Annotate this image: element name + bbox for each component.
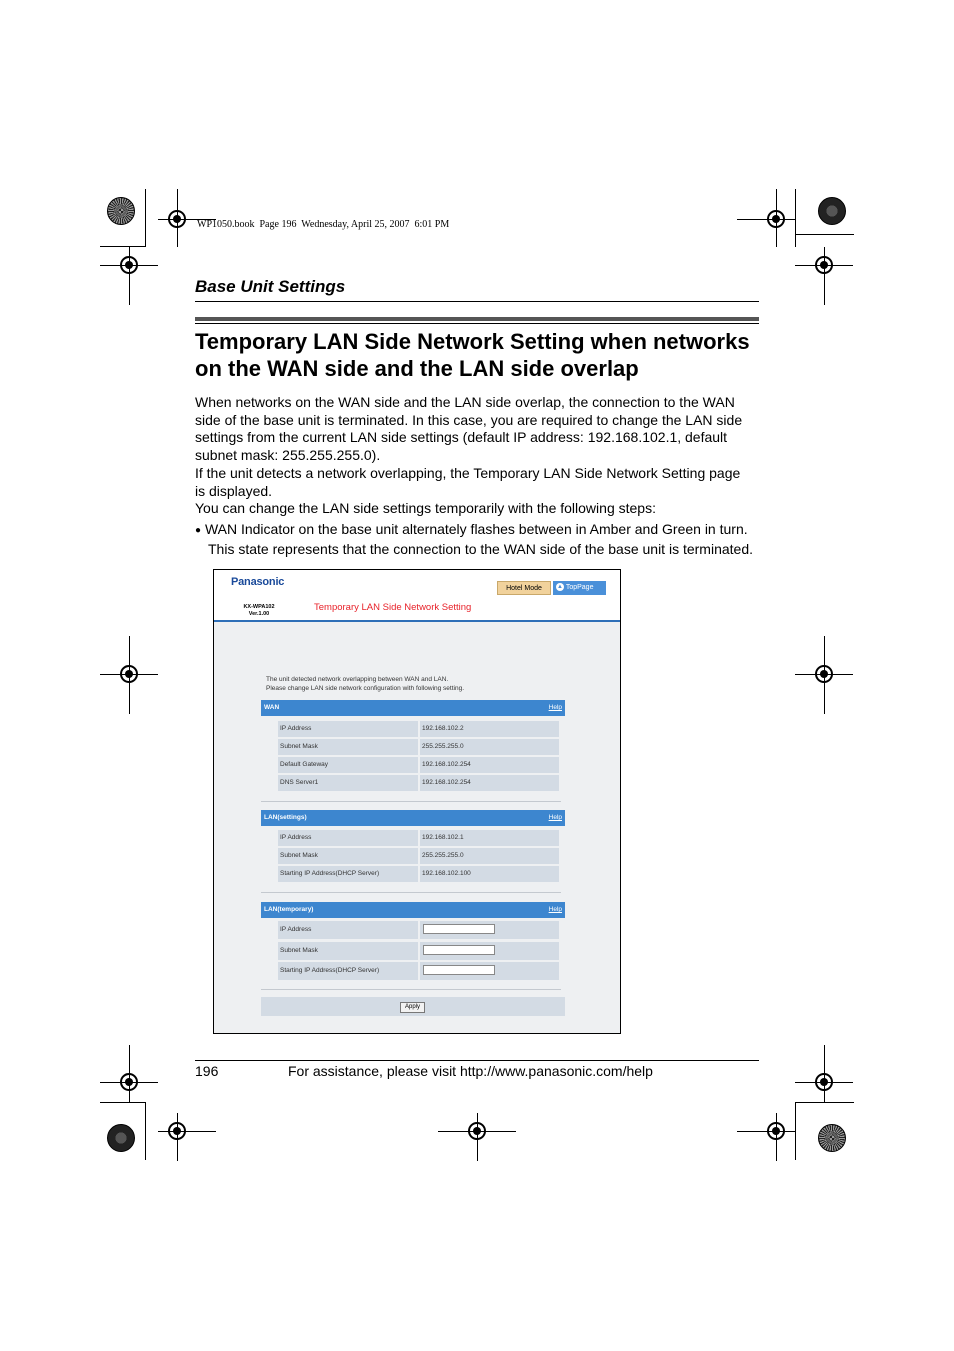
section-divider xyxy=(261,989,561,990)
settings-screenshot xyxy=(213,569,621,1034)
lan-settings-section-header xyxy=(261,810,565,826)
field-label: IP Address xyxy=(278,921,418,939)
crosshair-target-icon xyxy=(767,210,785,228)
page-title xyxy=(195,328,765,382)
help-link[interactable]: Help xyxy=(548,704,562,711)
crosshair-target-icon xyxy=(815,256,833,274)
model-number: KX-WPA102 xyxy=(243,604,275,610)
field-label: Default Gateway xyxy=(278,757,418,773)
field-cell xyxy=(420,942,559,960)
crosshair-target-icon xyxy=(815,665,833,683)
crop-line xyxy=(158,1131,216,1132)
bullet-item xyxy=(195,521,770,558)
crosshair-target-icon xyxy=(815,1073,833,1091)
crop-line xyxy=(795,1102,796,1160)
crop-line xyxy=(795,234,854,235)
apply-bar xyxy=(261,997,565,1016)
table-row xyxy=(278,830,559,846)
field-value: 192.168.102.100 xyxy=(420,866,559,882)
content-area xyxy=(214,622,620,1033)
header-rule xyxy=(195,301,759,302)
field-label: Starting IP Address(DHCP Server) xyxy=(278,866,418,882)
registration-rosette-icon xyxy=(818,197,846,225)
body-paragraphs xyxy=(195,394,765,518)
print-slug: WP1050.book Page 196 Wednesday, April 25, 2007 6:01 PM xyxy=(197,219,450,230)
body-line: is displayed. xyxy=(195,482,273,499)
table-row xyxy=(278,739,559,755)
title-rule-thin xyxy=(195,323,759,324)
screen-title: Temporary LAN Side Network Setting xyxy=(314,602,472,613)
field-label: Subnet Mask xyxy=(278,848,418,864)
body-line: subnet mask: 255.255.255.0). xyxy=(195,447,381,464)
body-line: settings from the current LAN side settings (default IP address: 192.168.102.1, default xyxy=(195,429,728,446)
crop-line xyxy=(145,1102,146,1160)
temp-subnet-mask-input[interactable] xyxy=(423,945,495,955)
crosshair-target-icon xyxy=(767,1122,785,1140)
field-label: IP Address xyxy=(278,830,418,846)
crosshair-target-icon xyxy=(468,1122,486,1140)
crop-line xyxy=(795,189,796,247)
apply-button[interactable]: Apply xyxy=(400,1002,425,1013)
crosshair-target-icon xyxy=(168,210,186,228)
lan-temporary-section-header xyxy=(261,902,565,918)
table-row xyxy=(278,866,559,882)
title-line: Temporary LAN Side Network Setting when networks xyxy=(195,329,750,354)
field-value: 255.255.255.0 xyxy=(420,739,559,755)
field-value: 192.168.102.1 xyxy=(420,830,559,846)
body-line: When networks on the WAN side and the LAN side overlap, the connection to the WAN xyxy=(195,394,735,410)
temp-dhcp-start-input[interactable] xyxy=(423,965,495,975)
crosshair-target-icon xyxy=(120,256,138,274)
registration-rosette-icon xyxy=(107,1124,135,1152)
field-label: Starting IP Address(DHCP Server) xyxy=(278,962,418,980)
firmware-version: Ver.1.00 xyxy=(248,611,270,617)
help-link[interactable]: Help xyxy=(548,906,562,913)
section-divider xyxy=(261,892,561,893)
message-line: The unit detected network overlapping between WAN and LAN. xyxy=(266,676,449,683)
body-line: You can change the LAN side settings temporarily with the following steps: xyxy=(195,500,656,517)
model-info xyxy=(238,604,280,618)
up-arrow-icon: ▲ xyxy=(557,584,563,591)
section-divider xyxy=(261,801,561,802)
registration-rosette-icon xyxy=(107,197,135,225)
table-row xyxy=(278,962,559,980)
crosshair-target-icon xyxy=(168,1122,186,1140)
field-label: IP Address xyxy=(278,721,418,737)
overlap-message xyxy=(266,676,464,693)
message-line: Please change LAN side network configuration with following setting. xyxy=(266,684,465,692)
table-row xyxy=(278,921,559,939)
help-link[interactable]: Help xyxy=(548,814,562,821)
field-value: 192.168.102.254 xyxy=(420,775,559,791)
field-value: 192.168.102.254 xyxy=(420,757,559,773)
footer-assistance-text: For assistance, please visit http://www.panasonic.com/help xyxy=(288,1063,653,1079)
top-page-button[interactable] xyxy=(553,581,606,595)
field-label: DNS Server1 xyxy=(278,775,418,791)
crop-line xyxy=(795,1102,854,1103)
top-page-label: TopPage xyxy=(565,584,594,591)
crop-line xyxy=(737,219,795,220)
panasonic-logo: Panasonic xyxy=(231,576,285,588)
hotel-mode-button[interactable]: Hotel Mode xyxy=(497,581,551,595)
body-line: side of the base unit is terminated. In this case, you are required to change the LAN side xyxy=(195,411,743,428)
field-cell xyxy=(420,921,559,939)
crosshair-target-icon xyxy=(120,665,138,683)
bullet-icon: ● xyxy=(195,525,202,536)
table-row xyxy=(278,942,559,960)
crop-line xyxy=(737,1131,795,1132)
crop-line xyxy=(100,246,146,247)
wan-section-header xyxy=(261,700,565,716)
table-row xyxy=(278,721,559,737)
field-value: 255.255.255.0 xyxy=(420,848,559,864)
title-rule-thick xyxy=(195,317,759,321)
table-row xyxy=(278,757,559,773)
field-cell xyxy=(420,962,559,980)
page-number: 196 xyxy=(195,1063,219,1079)
crop-line xyxy=(100,1102,146,1103)
table-row xyxy=(278,775,559,791)
crosshair-target-icon xyxy=(120,1073,138,1091)
crop-line xyxy=(145,189,146,247)
bullet-text: WAN Indicator on the base unit alternately flashes between in Amber and Green in turn. xyxy=(204,521,748,537)
bullet-text-continued: This state represents that the connection to the WAN side of the base unit is terminated. xyxy=(208,540,753,557)
table-row xyxy=(278,848,559,864)
section-header: Base Unit Settings xyxy=(195,277,346,296)
field-label: Subnet Mask xyxy=(278,739,418,755)
field-label: Subnet Mask xyxy=(278,942,418,960)
body-line: If the unit detects a network overlapping, the Temporary LAN Side Network Setting page xyxy=(195,464,741,481)
section-title: LAN(settings) xyxy=(264,814,307,821)
field-value: 192.168.102.2 xyxy=(420,721,559,737)
section-title: LAN(temporary) xyxy=(264,906,314,913)
section-title: WAN xyxy=(264,704,280,711)
footer-rule xyxy=(195,1060,759,1061)
registration-rosette-icon xyxy=(818,1124,846,1152)
temp-ip-address-input[interactable] xyxy=(423,924,495,934)
title-line: on the WAN side and the LAN side overlap xyxy=(195,356,639,381)
